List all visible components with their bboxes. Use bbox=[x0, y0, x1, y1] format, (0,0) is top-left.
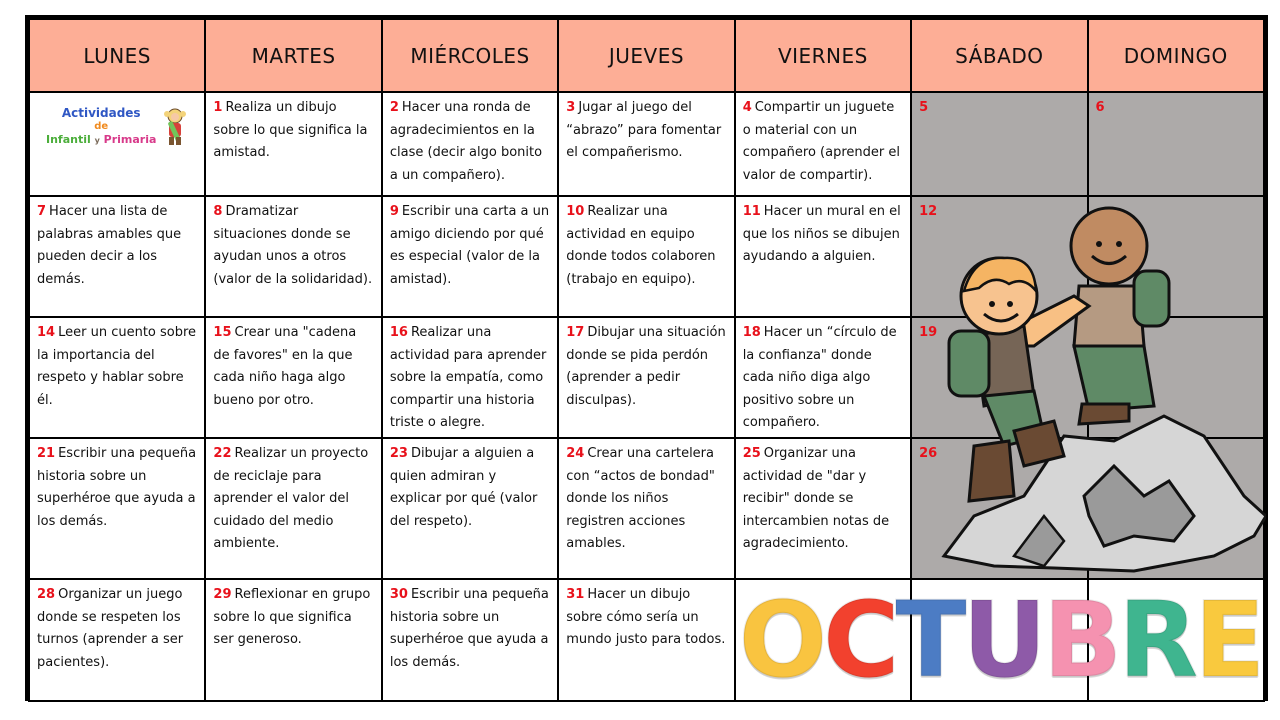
header-domingo: DOMINGO bbox=[1088, 19, 1264, 92]
day-cell-17 bbox=[558, 317, 734, 438]
day-cell-3 bbox=[558, 92, 734, 196]
day-number: 21 bbox=[37, 446, 56, 461]
day-activity: Escribir una pequeña historia sobre un superhéroe que ayuda a los demás. bbox=[37, 446, 197, 529]
day-cell-14 bbox=[29, 317, 205, 438]
day-number: 3 bbox=[566, 100, 576, 115]
day-number: 14 bbox=[37, 325, 56, 340]
header-martes: MARTES bbox=[205, 19, 381, 92]
day-number: 31 bbox=[566, 587, 585, 602]
day-cell-18 bbox=[735, 317, 911, 438]
calendar-grid bbox=[28, 18, 1265, 702]
day-cell-25 bbox=[735, 438, 911, 579]
day-cell-28 bbox=[29, 579, 205, 701]
month-letter-b: B bbox=[1042, 579, 1119, 701]
day-activity: Realizar un proyecto de reciclaje para aprender el valor del cuidado del medio ambiente. bbox=[213, 446, 369, 551]
day-number: 12 bbox=[919, 204, 938, 219]
day-cell-8 bbox=[205, 196, 381, 317]
day-cell-23 bbox=[382, 438, 558, 579]
day-number: 22 bbox=[213, 446, 232, 461]
header-viernes: VIERNES bbox=[735, 19, 911, 92]
month-letter-o: O bbox=[738, 579, 824, 701]
day-activity: Dramatizar situaciones donde se ayudan unos a otros (valor de la solidaridad). bbox=[213, 204, 373, 287]
day-cell-29 bbox=[205, 579, 381, 701]
october-calendar bbox=[25, 15, 1268, 701]
day-number: 5 bbox=[919, 100, 929, 115]
month-letter-r: R bbox=[1118, 579, 1195, 701]
day-activity: Hacer una ronda de agradecimientos en la clase (decir algo bonito a un compañero). bbox=[389, 100, 543, 183]
logo-line-2: de bbox=[94, 121, 109, 132]
day-cell-5 bbox=[911, 92, 1087, 196]
day-number: 6 bbox=[1095, 100, 1105, 115]
day-cell-30 bbox=[382, 579, 558, 701]
month-letter-t: T bbox=[895, 579, 963, 701]
site-logo bbox=[30, 97, 204, 157]
day-cell-27 bbox=[1088, 438, 1264, 579]
day-cell-31 bbox=[558, 579, 734, 701]
day-cell-10 bbox=[558, 196, 734, 317]
logo-infantil: Infantil bbox=[45, 133, 91, 146]
day-number: 2 bbox=[389, 100, 399, 115]
day-cell-4 bbox=[735, 92, 911, 196]
day-activity: Jugar al juego del “abrazo” para fomentar el compañerismo. bbox=[566, 100, 722, 160]
day-activity: Compartir un juguete o material con un compañero (aprender el valor de compartir). bbox=[742, 100, 900, 183]
day-cell-7 bbox=[29, 196, 205, 317]
day-activity: Dibujar a alguien a quien admiran y explicar por qué (valor del respeto). bbox=[389, 446, 538, 529]
day-number: 30 bbox=[389, 587, 408, 602]
day-cell-15 bbox=[205, 317, 381, 438]
weekday-header-row bbox=[29, 19, 1264, 92]
day-activity: Realiza un dibujo sobre lo que significa la amistad. bbox=[213, 100, 368, 160]
day-activity: Hacer una lista de palabras amables que pueden decir a los demás. bbox=[37, 204, 182, 287]
header-sabado: SÁBADO bbox=[911, 19, 1087, 92]
day-activity: Leer un cuento sobre la importancia del respeto y hablar sobre él. bbox=[37, 325, 197, 408]
day-cell-9 bbox=[382, 196, 558, 317]
day-number: 7 bbox=[37, 204, 47, 219]
logo-primaria: Primaria bbox=[103, 133, 157, 146]
day-cell-19 bbox=[911, 317, 1087, 438]
day-number: 23 bbox=[389, 446, 408, 461]
day-number: 8 bbox=[213, 204, 223, 219]
day-cell-12 bbox=[911, 196, 1087, 317]
day-activity: Dibujar una situación donde se pida perdón (aprender a pedir disculpas). bbox=[566, 325, 726, 408]
day-number: 1 bbox=[213, 100, 223, 115]
day-cell-24 bbox=[558, 438, 734, 579]
day-cell-22 bbox=[205, 438, 381, 579]
day-number: 19 bbox=[919, 325, 938, 340]
day-activity: Organizar una actividad de "dar y recibir" donde se intercambien notas de agradecimiento. bbox=[742, 446, 890, 551]
day-number: 4 bbox=[742, 100, 752, 115]
day-number: 28 bbox=[37, 587, 56, 602]
day-activity: Reflexionar en grupo sobre lo que significa ser generoso. bbox=[213, 587, 371, 647]
logo-y: y bbox=[94, 136, 100, 145]
empty-cell bbox=[1088, 579, 1264, 701]
week-row-4 bbox=[29, 438, 1264, 579]
logo-line-1: Actividades bbox=[61, 106, 141, 120]
day-activity: Crear una "cadena de favores" en la que cada niño haga algo bueno por otro. bbox=[213, 325, 357, 408]
day-number: 9 bbox=[389, 204, 399, 219]
day-cell-13 bbox=[1088, 196, 1264, 317]
day-cell-21 bbox=[29, 438, 205, 579]
day-cell-16 bbox=[382, 317, 558, 438]
day-number: 17 bbox=[566, 325, 585, 340]
week-row-3 bbox=[29, 317, 1264, 438]
week-row-1 bbox=[29, 92, 1264, 196]
empty-cell bbox=[735, 579, 911, 701]
day-number: 18 bbox=[742, 325, 761, 340]
day-activity: Hacer un “círculo de la confianza" donde cada niño diga algo positivo sobre un compañero. bbox=[742, 325, 897, 430]
day-number: 15 bbox=[213, 325, 232, 340]
day-activity: Organizar un juego donde se respeten los turnos (aprender a ser pacientes). bbox=[37, 587, 184, 670]
day-activity: Realizar una actividad para aprender sobre la empatía, como compartir una historia triste o alegre. bbox=[389, 325, 547, 430]
day-activity: Hacer un dibujo sobre cómo sería un mundo justo para todos. bbox=[566, 587, 726, 647]
day-number: 11 bbox=[742, 204, 761, 219]
day-cell-1 bbox=[205, 92, 381, 196]
week-row-2 bbox=[29, 196, 1264, 317]
girl-with-pencil-icon bbox=[162, 107, 188, 147]
day-number: 29 bbox=[213, 587, 232, 602]
day-cell-26 bbox=[911, 438, 1087, 579]
day-number: 24 bbox=[566, 446, 585, 461]
day-number: 16 bbox=[389, 325, 408, 340]
month-letter-c: C bbox=[823, 579, 896, 701]
day-activity: Realizar una actividad en equipo donde todos colaboren (trabajo en equipo). bbox=[566, 204, 716, 287]
day-activity: Crear una cartelera con “actos de bondad" donde los niños registren acciones amables. bbox=[566, 446, 715, 551]
day-number: 10 bbox=[566, 204, 585, 219]
day-activity: Escribir una pequeña historia sobre un superhéroe que ayuda a los demás. bbox=[389, 587, 549, 670]
day-cell-2 bbox=[382, 92, 558, 196]
day-activity: Hacer un mural en el que los niños se dibujen ayudando a alguien. bbox=[742, 204, 901, 264]
day-cell-6 bbox=[1088, 92, 1264, 196]
day-activity: Escribir una carta a un amigo diciendo por qué es especial (valor de la amistad). bbox=[389, 204, 550, 287]
empty-cell bbox=[911, 579, 1087, 701]
day-number: 26 bbox=[919, 446, 938, 461]
header-miercoles: MIÉRCOLES bbox=[382, 19, 558, 92]
header-jueves: JUEVES bbox=[558, 19, 734, 92]
day-cell-20 bbox=[1088, 317, 1264, 438]
day-cell-11 bbox=[735, 196, 911, 317]
logo-cell bbox=[29, 92, 205, 196]
week-row-5 bbox=[29, 579, 1264, 701]
month-letter-u: U bbox=[962, 579, 1043, 701]
day-number: 25 bbox=[742, 446, 761, 461]
header-lunes: LUNES bbox=[29, 19, 205, 92]
month-letter-e: E bbox=[1194, 579, 1262, 701]
